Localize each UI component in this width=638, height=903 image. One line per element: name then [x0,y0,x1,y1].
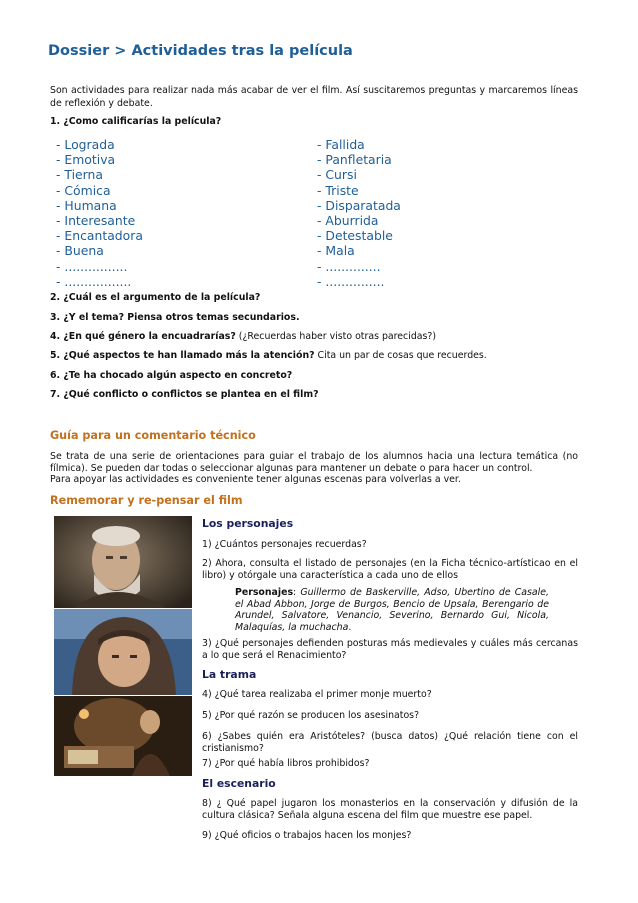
question-item: 9) ¿Qué oficios o trabajos hacen los monjes? [202,830,412,841]
film-still-novice-image [54,609,192,695]
film-still-scriptorium-image [54,696,192,776]
adjective-item: - Interesante [56,213,136,229]
adjective-item: - ................. [56,273,132,289]
adjective-item: - .............. [317,258,381,274]
question-2: 2. ¿Cuál es el argumento de la película? [50,292,261,303]
characters-list: Personajes: Guillermo de Baskerville, Adso, Ubertino de Casale, el Abad Abbon, Jorge de Burgos, Bencio de Upsala, Berengario de Arundel, Salvatore, Venancio, Severino, Bernardo Gui, Nicola, Malaquías, la muchacha. [235,587,550,633]
question-item: 4) ¿Qué tarea realizaba el primer monje muerto? [202,689,432,700]
intro-paragraph: Son actividades para realizar nada más acabar de ver el film. Así suscitaremos preguntas y marcaremos líneas de reflexión y debate. [50,85,578,109]
film-still-monk-image [54,516,192,608]
guide-paragraph: Se trata de una serie de orientaciones para guiar el trabajo de los alumnos hacia una lectura temática (no fílmica). Se pueden dar todas o seleccionar algunas para mantener un debate o para hacer un control. Para apoyar las actividades es conveniente tener algunas escenas para volverlas a ver. [50,451,578,485]
question-6: 6. ¿Te ha chocado algún aspecto en concreto? [50,370,293,381]
section-heading-trama: La trama [202,668,257,681]
question-5: 5. ¿Qué aspectos te han llamado más la atención? Cita un par de cosas que recuerdes. [50,350,487,361]
question-7: 7. ¿Qué conflicto o conflictos se plantea en el film? [50,389,319,400]
adjective-item: - ................ [56,258,128,274]
adjective-item: - Disparatada [317,197,401,213]
recall-heading: Rememorar y re-pensar el film [50,494,243,507]
adjective-item: - ............... [317,273,385,289]
adjectives-negative-list [317,137,401,289]
adjective-item: - Encantadora [56,228,143,244]
adjectives-positive-list [56,137,143,289]
question-item: 3) ¿Qué personajes defienden posturas más medievales y cuáles más cercanas a lo que será el Renacimiento? [202,638,578,661]
adjective-item: - Humana [56,197,117,213]
adjective-item: - Tierna [56,167,103,183]
question-item: 5) ¿Por qué razón se producen los asesinatos? [202,710,420,721]
question-item: 1) ¿Cuántos personajes recuerdas? [202,539,367,550]
page-title: Dossier > Actividades tras la película [48,43,353,59]
adjective-item: - Cursi [317,167,357,183]
question-item: 2) Ahora, consulta el listado de personajes (en la Ficha técnico-artísticao en el libro) y otórgale una característica a cada uno de ellos [202,558,578,581]
section-heading-escenario: El escenario [202,777,276,790]
adjective-item: - Triste [317,182,359,198]
adjective-item: - Panfletaria [317,152,392,168]
adjective-item: - Buena [56,243,104,259]
question-item: 8) ¿ Qué papel jugaron los monasterios en la conservación y difusión de la cultura clásica? Señala alguna escena del film que muestre ese papel. [202,798,578,821]
adjective-item: - Aburrida [317,213,379,229]
question-item: 6) ¿Sabes quién era Aristóteles? (busca datos) ¿Qué relación tiene con el cristianismo? [202,731,578,754]
question-item: 7) ¿Por qué había libros prohibidos? [202,758,370,769]
question-3: 3. ¿Y el tema? Piensa otros temas secundarios. [50,312,300,323]
section-heading-personajes: Los personajes [202,517,294,530]
question-1: 1. ¿Como calificarías la película? [50,116,222,127]
adjective-item: - Detestable [317,228,393,244]
adjective-item: - Fallida [317,137,365,152]
guide-heading: Guía para un comentario técnico [50,429,256,442]
adjective-item: - Mala [317,243,355,259]
question-4: 4. ¿En qué género la encuadrarías? (¿Recuerdas haber visto otras parecidas?) [50,331,437,342]
adjective-item: - Cómica [56,182,111,198]
adjective-item: - Lograda [56,137,115,152]
adjective-item: - Emotiva [56,152,116,168]
